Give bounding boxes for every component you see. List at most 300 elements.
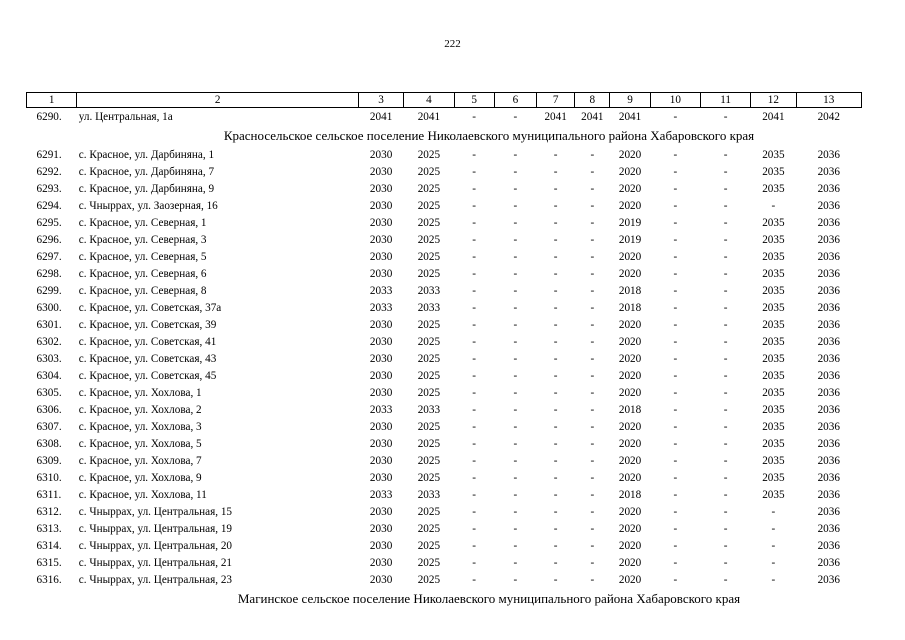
year-cell: - <box>673 420 678 433</box>
year-cell: 2025 <box>417 522 441 535</box>
year-cell: 2020 <box>618 556 642 569</box>
year-cell: 2036 <box>817 199 840 212</box>
year-cell: 2033 <box>417 284 441 297</box>
year-cell: - <box>723 522 728 535</box>
year-cell: 2035 <box>762 148 785 161</box>
year-cell: 2036 <box>817 556 840 569</box>
year-cell: - <box>723 556 728 569</box>
year-cell: - <box>553 556 558 569</box>
registry-table <box>26 92 862 609</box>
year-cell: 2036 <box>817 301 840 314</box>
year-cell: - <box>553 488 558 501</box>
year-cell: 2025 <box>417 250 441 263</box>
table-row <box>27 520 862 537</box>
year-cell: - <box>553 522 558 535</box>
year-cell: 2035 <box>762 352 785 365</box>
year-cell: - <box>723 471 728 484</box>
year-cell: - <box>590 199 595 212</box>
year-cell: 2020 <box>618 352 642 365</box>
year-cell: - <box>590 182 595 195</box>
year-cell: - <box>513 233 518 246</box>
row-number: 6303. <box>36 352 62 365</box>
year-cell: - <box>553 352 558 365</box>
year-cell: 2030 <box>369 420 393 433</box>
year-cell: 2035 <box>762 488 785 501</box>
year-cell: - <box>472 437 477 450</box>
year-cell: 2030 <box>369 539 393 552</box>
year-cell: - <box>771 505 776 518</box>
year-cell: 2041 <box>544 110 567 123</box>
year-cell: 2036 <box>817 216 840 229</box>
year-cell: 2041 <box>762 110 785 123</box>
year-cell: - <box>472 216 477 229</box>
address-cell: с. Красное, ул. Хохлова, 1 <box>78 386 202 399</box>
year-cell: - <box>472 318 477 331</box>
address-cell: с. Чныррах, ул. Центральная, 15 <box>78 505 233 518</box>
address-cell: с. Красное, ул. Хохлова, 11 <box>78 488 207 501</box>
year-cell: 2035 <box>762 216 785 229</box>
address-cell: с. Красное, ул. Хохлова, 2 <box>78 403 202 416</box>
table-row <box>27 350 862 367</box>
year-cell: - <box>673 267 678 280</box>
year-cell: - <box>673 110 678 123</box>
year-cell: 2035 <box>762 233 785 246</box>
year-cell: - <box>472 250 477 263</box>
table-row <box>27 486 862 503</box>
year-cell: 2030 <box>369 573 393 586</box>
table-row <box>27 537 862 554</box>
column-number-cell: 11 <box>700 93 750 108</box>
table-row <box>27 571 862 588</box>
year-cell: 2030 <box>369 250 393 263</box>
year-cell: 2036 <box>817 250 840 263</box>
year-cell: - <box>553 386 558 399</box>
year-cell: - <box>723 267 728 280</box>
year-cell: 2030 <box>369 267 393 280</box>
year-cell: 2020 <box>618 267 642 280</box>
year-cell: - <box>723 110 728 123</box>
year-cell: - <box>590 471 595 484</box>
year-cell: 2036 <box>817 165 840 178</box>
year-cell: - <box>553 301 558 314</box>
year-cell: - <box>472 522 477 535</box>
year-cell: - <box>590 352 595 365</box>
year-cell: 2036 <box>817 386 840 399</box>
year-cell: - <box>673 403 678 416</box>
year-cell: - <box>472 386 477 399</box>
year-cell: - <box>590 454 595 467</box>
address-cell: с. Красное, ул. Советская, 43 <box>78 352 217 365</box>
year-cell: 2020 <box>618 539 642 552</box>
year-cell: 2020 <box>618 199 642 212</box>
year-cell: - <box>513 250 518 263</box>
section-heading-row <box>27 588 862 609</box>
row-number: 6301. <box>36 318 62 331</box>
year-cell: 2035 <box>762 182 785 195</box>
year-cell: - <box>771 556 776 569</box>
table-row <box>27 384 862 401</box>
year-cell: - <box>513 335 518 348</box>
address-cell: с. Красное, ул. Советская, 41 <box>78 335 217 348</box>
year-cell: - <box>590 420 595 433</box>
year-cell: 2030 <box>369 556 393 569</box>
table-row <box>27 163 862 180</box>
year-cell: 2030 <box>369 386 393 399</box>
year-cell: 2020 <box>618 318 642 331</box>
year-cell: - <box>472 233 477 246</box>
address-cell: с. Красное, ул. Хохлова, 9 <box>78 471 202 484</box>
year-cell: 2020 <box>618 505 642 518</box>
row-number: 6298. <box>36 267 62 280</box>
table-row <box>27 282 862 299</box>
year-cell: 2036 <box>817 267 840 280</box>
row-number: 6299. <box>36 284 62 297</box>
year-cell: - <box>673 318 678 331</box>
year-cell: - <box>723 216 728 229</box>
year-cell: - <box>553 437 558 450</box>
row-number: 6311. <box>36 488 62 501</box>
year-cell: - <box>553 505 558 518</box>
year-cell: - <box>590 522 595 535</box>
year-cell: - <box>513 352 518 365</box>
year-cell: 2025 <box>417 335 441 348</box>
column-number-cell: 4 <box>404 93 454 108</box>
year-cell: - <box>771 522 776 535</box>
year-cell: 2020 <box>618 437 642 450</box>
year-cell: - <box>590 165 595 178</box>
year-cell: - <box>590 318 595 331</box>
address-cell: с. Красное, ул. Дарбиняна, 9 <box>78 182 215 195</box>
year-cell: 2033 <box>417 301 441 314</box>
address-cell: с. Красное, ул. Дарбиняна, 7 <box>78 165 215 178</box>
address-cell: с. Чныррах, ул. Центральная, 19 <box>78 522 233 535</box>
year-cell: 2035 <box>762 403 785 416</box>
address-cell: с. Чныррах, ул. Центральная, 23 <box>78 573 233 586</box>
year-cell: - <box>723 352 728 365</box>
year-cell: - <box>723 165 728 178</box>
table-row <box>27 503 862 520</box>
year-cell: 2030 <box>369 165 393 178</box>
year-cell: - <box>513 488 518 501</box>
year-cell: - <box>472 539 477 552</box>
year-cell: - <box>513 420 518 433</box>
year-cell: - <box>472 267 477 280</box>
address-cell: с. Чныррах, ул. Центральная, 20 <box>78 539 233 552</box>
year-cell: 2025 <box>417 454 441 467</box>
year-cell: - <box>723 301 728 314</box>
year-cell: - <box>513 318 518 331</box>
address-cell: с. Красное, ул. Хохлова, 5 <box>78 437 202 450</box>
year-cell: 2025 <box>417 573 441 586</box>
year-cell: 2020 <box>618 148 642 161</box>
address-cell: с. Красное, ул. Северная, 5 <box>78 250 207 263</box>
year-cell: - <box>472 454 477 467</box>
year-cell: 2035 <box>762 318 785 331</box>
year-cell: - <box>472 335 477 348</box>
year-cell: - <box>590 539 595 552</box>
year-cell: - <box>513 284 518 297</box>
year-cell: 2020 <box>618 454 642 467</box>
row-number: 6305. <box>36 386 62 399</box>
address-cell: с. Чныррах, ул. Заозерная, 16 <box>78 199 218 212</box>
address-cell: с. Красное, ул. Советская, 39 <box>78 318 217 331</box>
table-row <box>27 248 862 265</box>
year-cell: - <box>590 403 595 416</box>
year-cell: - <box>673 199 678 212</box>
year-cell: 2035 <box>762 386 785 399</box>
year-cell: 2030 <box>369 454 393 467</box>
year-cell: 2020 <box>618 420 642 433</box>
address-cell: с. Чныррах, ул. Центральная, 21 <box>78 556 233 569</box>
year-cell: - <box>673 522 678 535</box>
year-cell: 2025 <box>417 199 441 212</box>
table-row <box>27 452 862 469</box>
year-cell: 2030 <box>369 369 393 382</box>
column-number-cell: 3 <box>358 93 403 108</box>
year-cell: 2020 <box>618 522 642 535</box>
table-row <box>27 214 862 231</box>
year-cell: - <box>590 250 595 263</box>
year-cell: 2036 <box>817 284 840 297</box>
year-cell: 2042 <box>817 110 840 123</box>
year-cell: 2025 <box>417 148 441 161</box>
year-cell: - <box>590 437 595 450</box>
year-cell: - <box>673 369 678 382</box>
year-cell: 2036 <box>817 148 840 161</box>
year-cell: 2025 <box>417 352 441 365</box>
column-number-cell: 10 <box>650 93 700 108</box>
year-cell: - <box>553 148 558 161</box>
year-cell: - <box>472 110 477 123</box>
table-row <box>27 231 862 248</box>
year-cell: - <box>673 556 678 569</box>
year-cell: - <box>673 182 678 195</box>
row-number: 6294. <box>36 199 62 212</box>
year-cell: 2020 <box>618 165 642 178</box>
year-cell: 2030 <box>369 148 393 161</box>
year-cell: 2036 <box>817 233 840 246</box>
year-cell: - <box>673 284 678 297</box>
table-row <box>27 146 862 163</box>
year-cell: - <box>553 165 558 178</box>
year-cell: - <box>553 573 558 586</box>
year-cell: - <box>723 199 728 212</box>
year-cell: 2036 <box>817 505 840 518</box>
section-heading-row <box>27 125 862 146</box>
year-cell: - <box>673 165 678 178</box>
year-cell: - <box>673 471 678 484</box>
year-cell: - <box>673 148 678 161</box>
year-cell: - <box>723 505 728 518</box>
year-cell: 2025 <box>417 165 441 178</box>
year-cell: - <box>723 318 728 331</box>
year-cell: 2020 <box>618 573 642 586</box>
year-cell: 2035 <box>762 335 785 348</box>
year-cell: - <box>590 556 595 569</box>
year-cell: - <box>513 267 518 280</box>
year-cell: - <box>553 216 558 229</box>
year-cell: - <box>472 369 477 382</box>
year-cell: - <box>513 182 518 195</box>
year-cell: - <box>771 199 776 212</box>
year-cell: - <box>553 539 558 552</box>
year-cell: - <box>590 233 595 246</box>
year-cell: 2036 <box>817 522 840 535</box>
column-number-cell: 6 <box>494 93 536 108</box>
row-number: 6302. <box>36 335 62 348</box>
year-cell: 2035 <box>762 369 785 382</box>
year-cell: 2020 <box>618 369 642 382</box>
year-cell: 2025 <box>417 267 441 280</box>
year-cell: - <box>472 471 477 484</box>
table-row <box>27 299 862 316</box>
year-cell: 2025 <box>417 386 441 399</box>
row-number: 6300. <box>36 301 62 314</box>
year-cell: 2025 <box>417 437 441 450</box>
year-cell: - <box>590 505 595 518</box>
column-number-cell: 8 <box>575 93 610 108</box>
year-cell: - <box>472 352 477 365</box>
address-cell: ул. Центральная, 1а <box>78 110 173 123</box>
year-cell: 2036 <box>817 420 840 433</box>
year-cell: - <box>723 539 728 552</box>
year-cell: 2036 <box>817 471 840 484</box>
year-cell: 2036 <box>817 539 840 552</box>
table-row <box>27 333 862 350</box>
row-number: 6297. <box>36 250 62 263</box>
year-cell: 2025 <box>417 420 441 433</box>
year-cell: - <box>472 301 477 314</box>
year-cell: - <box>513 556 518 569</box>
year-cell: - <box>553 284 558 297</box>
year-cell: 2041 <box>618 110 642 123</box>
year-cell: - <box>513 110 518 123</box>
year-cell: - <box>513 505 518 518</box>
year-cell: 2036 <box>817 182 840 195</box>
page-number: 222 <box>444 38 461 50</box>
year-cell: 2030 <box>369 233 393 246</box>
column-number-cell: 5 <box>454 93 494 108</box>
row-number: 6304. <box>36 369 62 382</box>
table-body <box>27 93 862 610</box>
year-cell: - <box>553 369 558 382</box>
address-cell: с. Красное, ул. Дарбиняна, 1 <box>78 148 215 161</box>
table-row <box>27 435 862 452</box>
year-cell: 2030 <box>369 335 393 348</box>
table-row <box>27 401 862 418</box>
year-cell: - <box>472 573 477 586</box>
address-cell: с. Красное, ул. Северная, 8 <box>78 284 207 297</box>
year-cell: - <box>513 148 518 161</box>
year-cell: - <box>553 471 558 484</box>
year-cell: - <box>673 488 678 501</box>
year-cell: 2030 <box>369 352 393 365</box>
year-cell: 2036 <box>817 352 840 365</box>
table-row <box>27 367 862 384</box>
year-cell: 2035 <box>762 250 785 263</box>
year-cell: 2033 <box>369 301 393 314</box>
year-cell: - <box>513 539 518 552</box>
year-cell: 2035 <box>762 420 785 433</box>
year-cell: - <box>513 386 518 399</box>
row-number: 6295. <box>36 216 62 229</box>
year-cell: - <box>723 148 728 161</box>
row-number: 6313. <box>36 522 62 535</box>
year-cell: - <box>472 182 477 195</box>
row-number: 6296. <box>36 233 62 246</box>
year-cell: 2035 <box>762 165 785 178</box>
row-number: 6291. <box>36 148 62 161</box>
year-cell: - <box>590 284 595 297</box>
year-cell: - <box>723 454 728 467</box>
year-cell: - <box>472 284 477 297</box>
table-row <box>27 197 862 214</box>
year-cell: - <box>513 454 518 467</box>
year-cell: 2025 <box>417 556 441 569</box>
table-row <box>27 469 862 486</box>
year-cell: 2035 <box>762 471 785 484</box>
year-cell: - <box>513 437 518 450</box>
section-heading: Магинское сельское поселение Николаевского муниципального района Хабаровского края <box>237 590 741 606</box>
section-heading: Красносельское сельское поселение Николаевского муниципального района Хабаровского края <box>223 127 755 143</box>
year-cell: 2035 <box>762 284 785 297</box>
year-cell: 2018 <box>618 488 642 501</box>
year-cell: 2025 <box>417 216 441 229</box>
table-row <box>27 316 862 333</box>
row-number: 6316. <box>36 573 62 586</box>
year-cell: - <box>723 403 728 416</box>
year-cell: - <box>723 335 728 348</box>
year-cell: 2033 <box>369 284 393 297</box>
year-cell: - <box>472 165 477 178</box>
year-cell: - <box>590 301 595 314</box>
year-cell: 2036 <box>817 318 840 331</box>
year-cell: - <box>513 403 518 416</box>
row-number: 6309. <box>36 454 62 467</box>
year-cell: - <box>553 318 558 331</box>
year-cell: - <box>553 267 558 280</box>
address-cell: с. Красное, ул. Северная, 1 <box>78 216 207 229</box>
address-cell: с. Красное, ул. Северная, 3 <box>78 233 207 246</box>
year-cell: - <box>553 403 558 416</box>
year-cell: 2025 <box>417 369 441 382</box>
year-cell: - <box>673 335 678 348</box>
year-cell: 2030 <box>369 471 393 484</box>
year-cell: - <box>673 505 678 518</box>
year-cell: - <box>553 420 558 433</box>
year-cell: - <box>472 505 477 518</box>
year-cell: 2035 <box>762 267 785 280</box>
row-number: 6315. <box>36 556 62 569</box>
year-cell: 2018 <box>618 403 642 416</box>
year-cell: - <box>723 386 728 399</box>
year-cell: - <box>472 148 477 161</box>
table-row <box>27 180 862 197</box>
year-cell: - <box>553 335 558 348</box>
year-cell: - <box>513 165 518 178</box>
year-cell: - <box>590 488 595 501</box>
year-cell: 2020 <box>618 471 642 484</box>
year-cell: - <box>723 233 728 246</box>
address-cell: с. Красное, ул. Советская, 37а <box>78 301 222 314</box>
year-cell: 2018 <box>618 301 642 314</box>
year-cell: - <box>723 573 728 586</box>
year-cell: - <box>673 250 678 263</box>
year-cell: - <box>723 284 728 297</box>
year-cell: - <box>472 420 477 433</box>
year-cell: - <box>723 369 728 382</box>
row-number: 6292. <box>36 165 62 178</box>
